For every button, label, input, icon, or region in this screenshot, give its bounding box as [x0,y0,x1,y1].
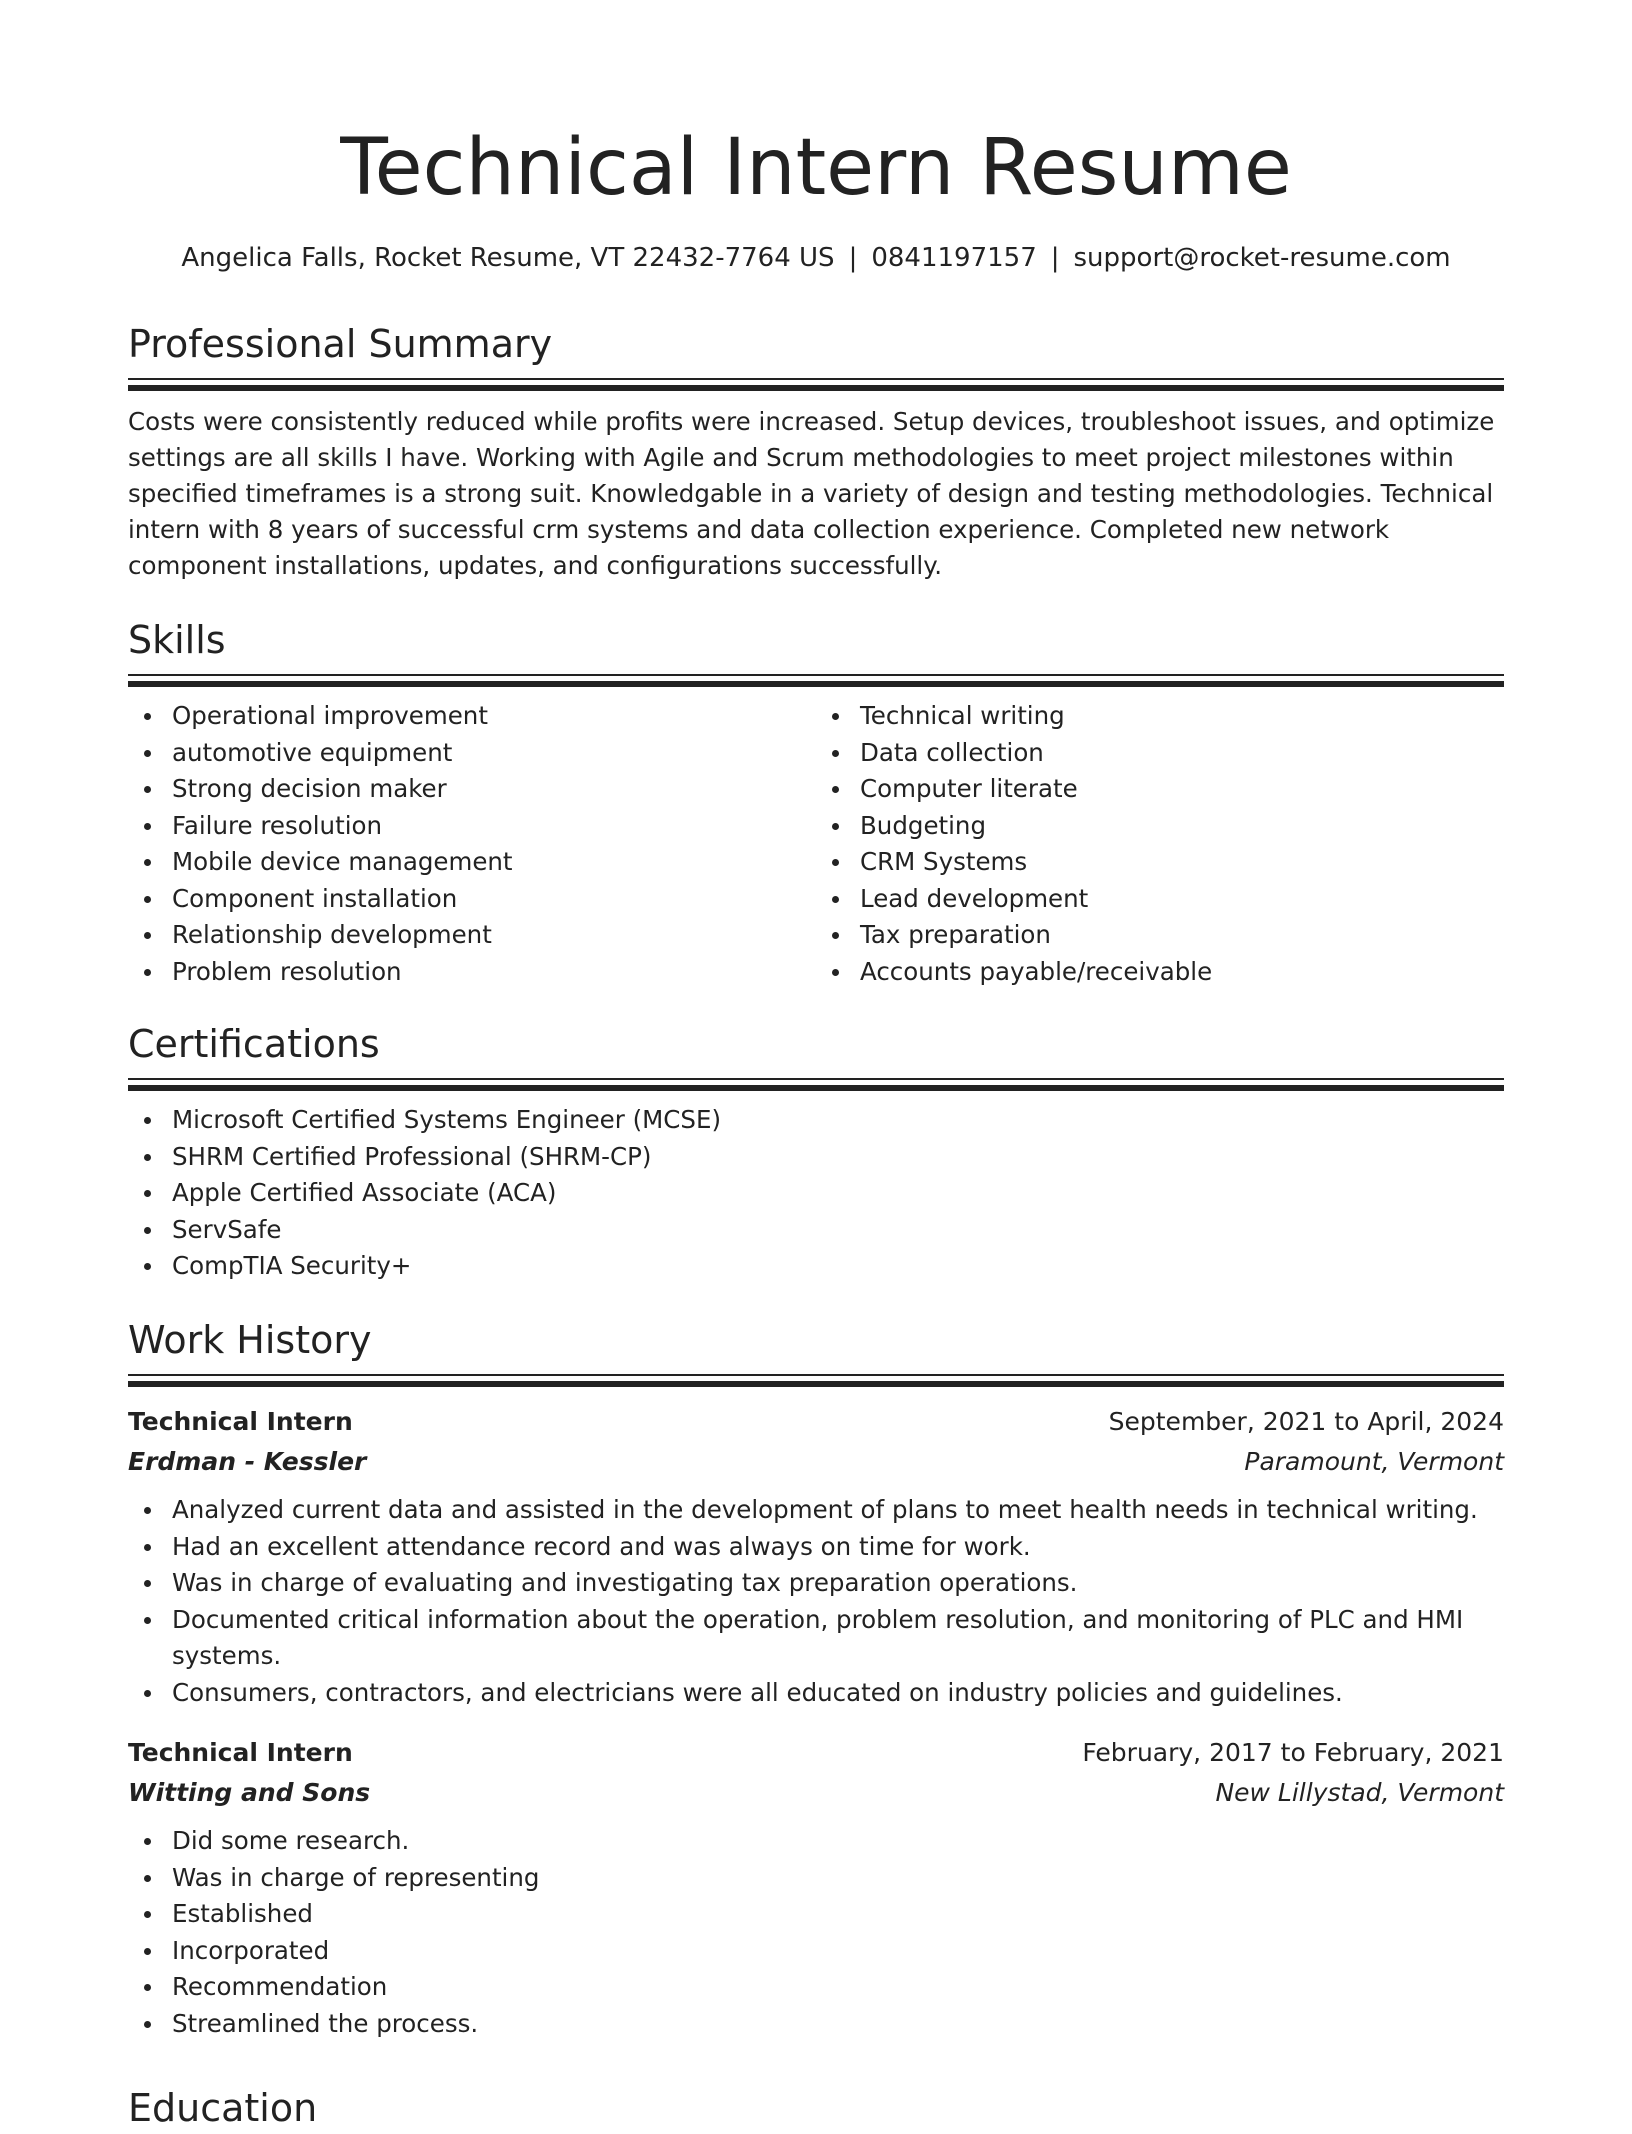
job-company: Erdman - Kessler [128,1447,367,1476]
skill-item: Technical writing [860,698,1504,735]
job-location: Paramount, Vermont [1244,1447,1504,1476]
job-company: Witting and Sons [128,1778,371,1807]
job-bullet: Analyzed current data and assisted in the development of plans to meet health needs in technical writing. [172,1492,1504,1529]
work-history-heading: Work History [128,1318,372,1362]
skill-item: Budgeting [860,808,1504,845]
certifications-heading: Certifications [128,1022,380,1066]
job-bullet: Had an excellent attendance record and was always on time for work. [172,1529,1504,1566]
certification-item: SHRM Certified Professional (SHRM-CP) [172,1139,1504,1176]
skill-item: Tax preparation [860,917,1504,954]
skill-item: Failure resolution [172,808,816,845]
summary-text: Costs were consistently reduced while profits were increased. Setup devices, troubleshoot issues, and optimize settings are all skills I have. Working with Agile and Scrum methodologies to meet project milestones within specified timeframes is a strong suit. Knowledgable in a variety of design and testing methodologies. Technical intern with 8 years of successful crm systems and data collection experience. Completed new network component installations, updates, and configurations successfully. [128,407,1495,580]
skill-item: Lead development [860,881,1504,918]
job-bullet: Streamlined the process. [172,2006,1504,2043]
job-dates: September, 2021 to April, 2024 [1108,1407,1504,1436]
certification-item: Apple Certified Associate (ACA) [172,1175,1504,1212]
job-dates: February, 2017 to February, 2021 [1082,1738,1504,1767]
job-header-row [128,1733,1504,1773]
job-bullet: Recommendation [172,1969,1504,2006]
job-subheader-row [128,1442,1504,1482]
section-divider [128,1374,1504,1388]
job-entry [128,1402,1504,1711]
skill-item: automotive equipment [172,735,816,772]
job-subheader-row [128,1773,1504,1813]
job-bullet: Did some research. [172,1823,1504,1860]
skill-item: Operational improvement [172,698,816,735]
skill-item: Accounts payable/receivable [860,954,1504,991]
job-bullet: Consumers, contractors, and electricians were all educated on industry policies and guidelines. [172,1675,1504,1712]
skill-item: Strong decision maker [172,771,816,808]
job-bullet: Documented critical information about the operation, problem resolution, and monitoring of PLC and HMI systems. [172,1602,1504,1675]
certification-item: Microsoft Certified Systems Engineer (MCSE) [172,1102,1504,1139]
certifications-section [128,1018,1504,1285]
skill-item: Computer literate [860,771,1504,808]
section-divider [128,378,1504,392]
section-divider [128,1078,1504,1092]
contact-address: Angelica Falls, Rocket Resume, VT 22432-7764 US [181,243,835,273]
contact-email: support@rocket-resume.com [1073,243,1451,273]
skill-item: Mobile device management [172,844,816,881]
skill-item: CRM Systems [860,844,1504,881]
job-header-row [128,1402,1504,1442]
job-bullets [128,1823,1504,2042]
work-history-section [128,1314,1504,2042]
skills-columns [128,688,1504,990]
certification-item: ServSafe [172,1212,1504,1249]
certifications-list [128,1102,1504,1285]
contact-line [128,238,1504,278]
skill-item: Component installation [172,881,816,918]
job-bullet: Was in charge of representing [172,1860,1504,1897]
education-section [128,2082,1504,2134]
skills-heading: Skills [128,618,226,662]
education-heading: Education [128,2086,318,2130]
job-title: Technical Intern [128,1407,353,1436]
job-entry [128,1733,1504,2042]
skills-right-list [816,698,1504,990]
contact-separator: | [1050,243,1060,273]
job-location: New Lillystad, Vermont [1215,1778,1504,1807]
job-bullet: Established [172,1896,1504,1933]
job-bullet: Incorporated [172,1933,1504,1970]
section-divider [128,674,1504,688]
summary-section [128,318,1504,584]
job-bullet: Was in charge of evaluating and investigating tax preparation operations. [172,1565,1504,1602]
skill-item: Relationship development [172,917,816,954]
skills-section [128,614,1504,990]
certification-item: CompTIA Security+ [172,1248,1504,1285]
job-title: Technical Intern [128,1738,353,1767]
page-title: Technical Intern Resume [340,123,1292,213]
skills-left-list [128,698,816,990]
contact-separator: | [848,243,858,273]
skill-item: Data collection [860,735,1504,772]
job-bullets [128,1492,1504,1711]
skill-item: Problem resolution [172,954,816,991]
contact-phone: 0841197157 [871,243,1037,273]
summary-heading: Professional Summary [128,322,553,366]
